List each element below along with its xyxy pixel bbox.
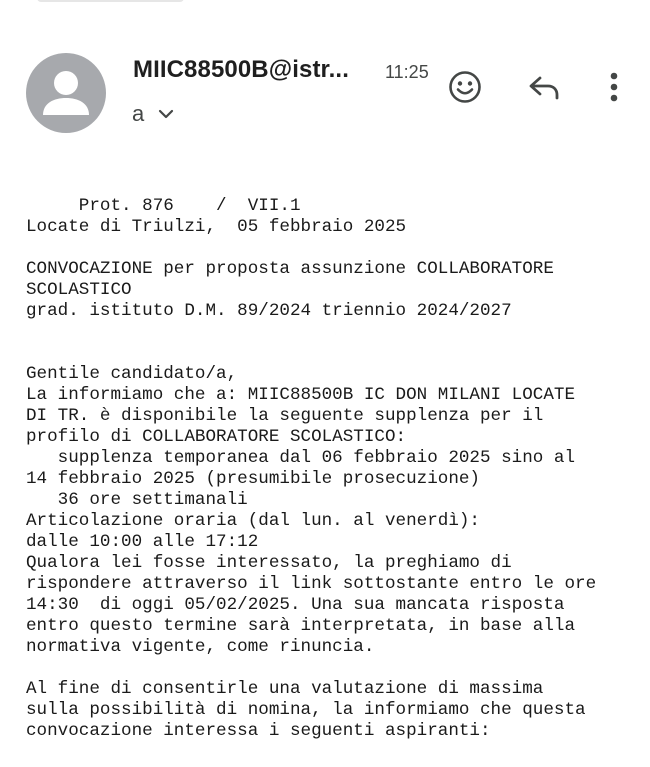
message-line: Articolazione oraria (dal lun. al venerdì): bbox=[26, 511, 480, 531]
message-line bbox=[26, 322, 646, 343]
message-line: convocazione interessa i seguenti aspiranti: bbox=[26, 721, 491, 741]
message-line: Gentile candidato/a, bbox=[26, 364, 238, 384]
message-line: entro questo termine sarà interpretata, in base alla bbox=[26, 616, 576, 636]
sender-avatar[interactable] bbox=[26, 53, 106, 133]
reply-button[interactable] bbox=[523, 68, 565, 108]
message-body bbox=[26, 196, 646, 742]
chevron-down-icon bbox=[158, 109, 174, 119]
message-line: CONVOCAZIONE per proposta assunzione COLLABORATORE bbox=[26, 259, 554, 279]
message-line: grad. istituto D.M. 89/2024 triennio 2024/2027 bbox=[26, 301, 512, 321]
message-line: DI TR. è disponibile la seguente supplenza per il bbox=[26, 406, 544, 426]
message-line bbox=[26, 343, 646, 364]
message-line: La informiamo che a: MIIC88500B IC DON MILANI LOCATE bbox=[26, 385, 576, 405]
add-reaction-button[interactable] bbox=[444, 66, 486, 108]
more-vert-icon bbox=[610, 72, 618, 102]
more-options-button[interactable] bbox=[599, 66, 629, 108]
top-bar-edge bbox=[37, 0, 184, 2]
message-line: 14 febbraio 2025 (presumibile prosecuzione) bbox=[26, 469, 480, 489]
message-line: Locate di Triulzi, 05 febbraio 2025 bbox=[26, 217, 407, 237]
message-line: normativa vigente, come rinuncia. bbox=[26, 637, 375, 657]
message-line: sulla possibilità di nomina, la informiamo che questa bbox=[26, 700, 586, 720]
message-line: Prot. 876 / VII.1 bbox=[26, 196, 301, 216]
message-time: 11:25 bbox=[385, 62, 429, 82]
reply-arrow-icon bbox=[528, 75, 560, 101]
message-line: supplenza temporanea dal 06 febbraio 2025 sino al bbox=[26, 448, 576, 468]
message-line: dalle 10:00 alle 17:12 bbox=[26, 532, 259, 552]
message-line: Qualora lei fosse interessato, la preghiamo di bbox=[26, 553, 512, 573]
message-line bbox=[26, 658, 646, 679]
person-avatar-icon bbox=[26, 53, 106, 133]
recipient-label: a bbox=[132, 101, 145, 126]
sender-address[interactable]: MIIC88500B@istr... bbox=[133, 56, 349, 83]
emoji-smile-icon bbox=[448, 70, 482, 104]
message-line: profilo di COLLABORATORE SCOLASTICO: bbox=[26, 427, 407, 447]
message-line: rispondere attraverso il link sottostante entro le ore bbox=[26, 574, 597, 594]
message-line: 14:30 di oggi 05/02/2025. Una sua mancata risposta bbox=[26, 595, 565, 615]
message-line: SCOLASTICO bbox=[26, 280, 132, 300]
message-line: 36 ore settimanali bbox=[26, 490, 248, 510]
message-line: Al fine di consentirle una valutazione di massima bbox=[26, 679, 544, 699]
message-line bbox=[26, 238, 646, 259]
recipient-toggle[interactable] bbox=[132, 101, 174, 127]
